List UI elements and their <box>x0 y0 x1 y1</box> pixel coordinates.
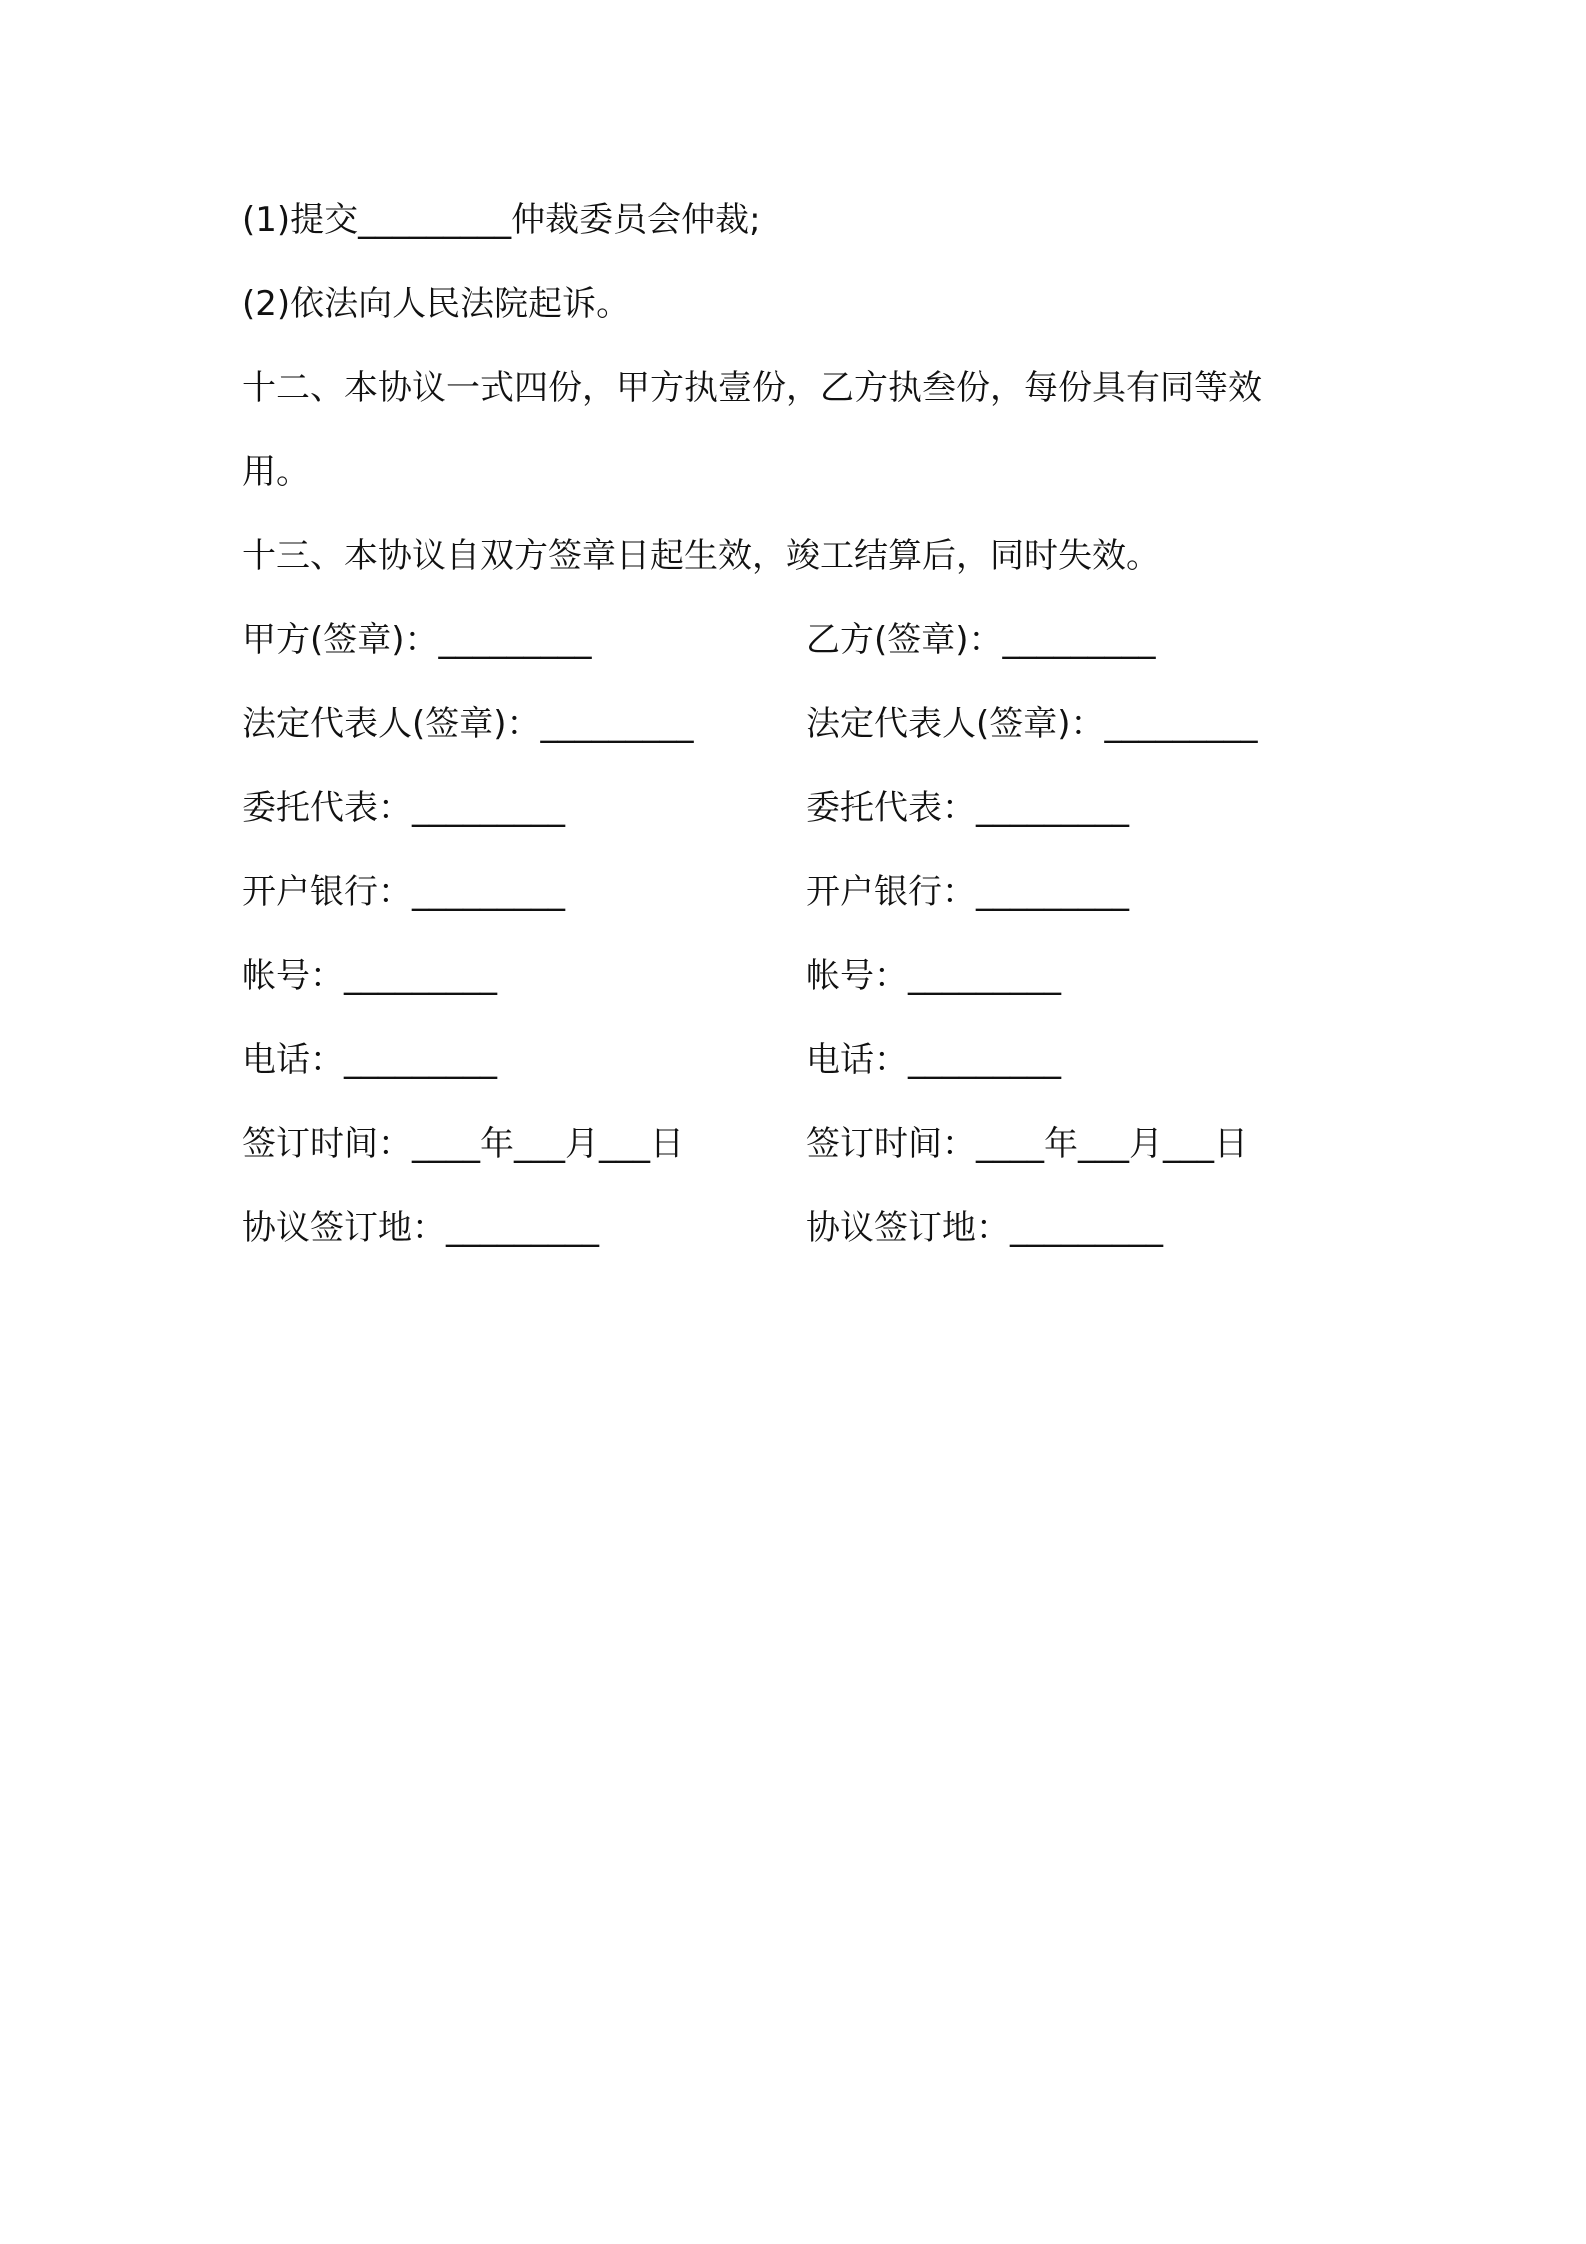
party-b-signature: 乙方(签章)：_________ <box>806 620 1156 660</box>
party-b-bank: 开户银行：_________ <box>806 872 1129 912</box>
signature-row-account <box>242 956 1372 1040</box>
party-a-signature: 甲方(签章)：_________ <box>242 620 592 660</box>
signature-row-legal-rep <box>242 704 1372 788</box>
party-a-agent: 委托代表：_________ <box>242 788 565 828</box>
signature-row-party <box>242 620 1372 704</box>
clause-12-line1: 十二、本协议一式四份，甲方执壹份，乙方执叁份，每份具有同等效 <box>242 368 1262 408</box>
party-a-phone: 电话：_________ <box>242 1040 497 1080</box>
clause-12-line2: 用。 <box>242 452 310 492</box>
party-a-account: 帐号：_________ <box>242 956 497 996</box>
party-b-agent: 委托代表：_________ <box>806 788 1129 828</box>
signature-row-agent <box>242 788 1372 872</box>
party-a-bank: 开户银行：_________ <box>242 872 565 912</box>
signature-row-bank <box>242 872 1372 956</box>
clause-arbitration: (1)提交_________仲裁委员会仲裁; <box>242 200 761 240</box>
party-a-legal-rep: 法定代表人(签章)：_________ <box>242 704 694 744</box>
party-a-date: 签订时间：____年___月___日 <box>242 1124 684 1164</box>
party-b-phone: 电话：_________ <box>806 1040 1061 1080</box>
signature-row-phone <box>242 1040 1372 1124</box>
party-a-place: 协议签订地：_________ <box>242 1208 599 1248</box>
party-b-account: 帐号：_________ <box>806 956 1061 996</box>
party-b-place: 协议签订地：_________ <box>806 1208 1163 1248</box>
party-b-legal-rep: 法定代表人(签章)：_________ <box>806 704 1258 744</box>
signature-row-place <box>242 1208 1372 1292</box>
clause-13: 十三、本协议自双方签章日起生效，竣工结算后，同时失效。 <box>242 536 1160 576</box>
clause-lawsuit: (2)依法向人民法院起诉。 <box>242 284 631 324</box>
party-b-date: 签订时间：____年___月___日 <box>806 1124 1248 1164</box>
document-page <box>242 200 1372 1292</box>
signature-row-date <box>242 1124 1372 1208</box>
